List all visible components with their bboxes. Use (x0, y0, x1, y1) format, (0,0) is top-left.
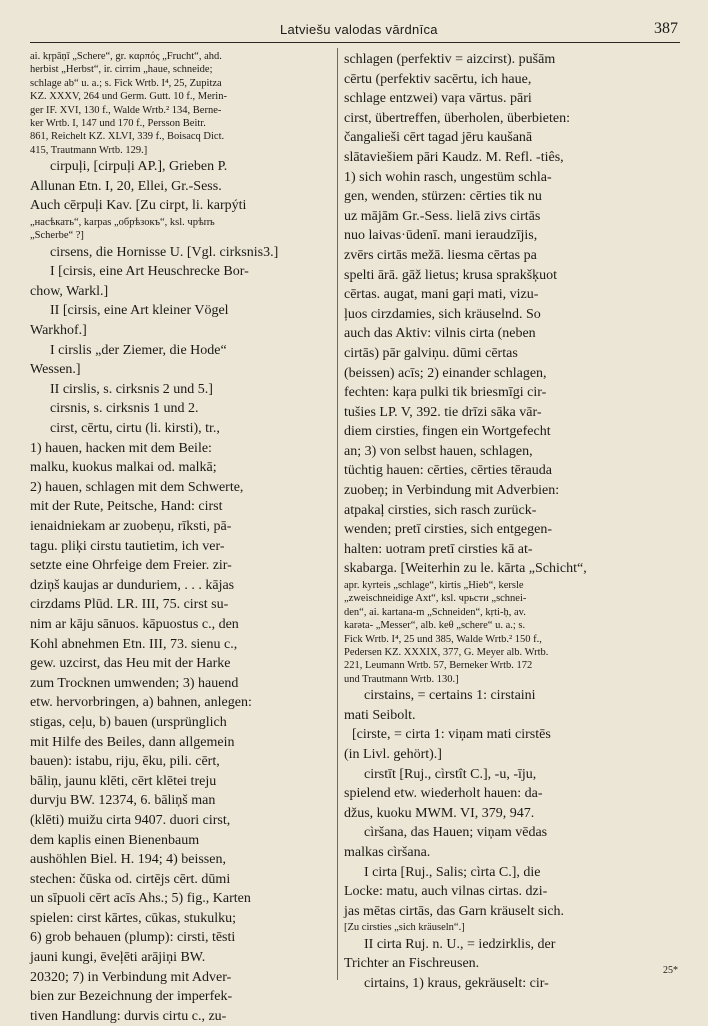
text-line: chow, Warkl.] (30, 283, 109, 299)
text-line: I cirslis „der Ziemer, die Hode“ (50, 342, 227, 358)
text-line: Pedersen KZ. XXXIX, 377, G. Meyer alb. Wrtb. (344, 646, 549, 658)
text-line: cirstains, = certains 1: cirstaini (364, 688, 536, 704)
text-line: tiven Handlung: durvis cirtu c., zu- (30, 1008, 227, 1024)
text-line: slātaviešiem pāri Kaudz. M. Refl. -tiês, (344, 149, 564, 165)
text-line: cirzdams Plūd. LR. III, 75. cirst su- (30, 597, 229, 613)
text-line: dziņš kaujas ar dunduriem, . . . kājas (30, 577, 235, 593)
text-line: cirst, cērtu, cirtu (li. kirsti), tr., (50, 421, 220, 437)
text-line: Allunan Etn. I, 20, Ellei, Gr.-Sess. (30, 178, 222, 194)
text-line: dem kaplis einen Bienenbaum (30, 832, 200, 848)
text-line: 861, Reichelt KZ. XLVI, 339 f., Boisacq Dict. (30, 131, 225, 143)
text-line: spelti ārā. gāž lietus; krusa sprakšķuot (344, 267, 558, 283)
text-line: cirsnis, s. cirksnis 1 und 2. (50, 401, 199, 417)
text-line: uz mājām Gr.-Sess. lielā zivs cirtās (344, 208, 541, 224)
text-line: 415, Trautmann Wrtb. 129.] (30, 144, 148, 156)
text-line: džus, kuoku MWM. VI, 379, 947. (344, 805, 535, 821)
text-line: an; 3) von selbst hauen, schlagen, (344, 443, 533, 459)
text-line: Wessen.] (30, 362, 81, 378)
text-line: spielen: cirst kārtes, cūkas, stukulku; (30, 910, 237, 926)
text-line: Warkhof.] (30, 323, 87, 339)
text-line: Fick Wrtb. I⁴, 25 und 385, Walde Wrtb.² 150 f., (344, 633, 542, 645)
text-line: herbist „Herbst“, ir. cirrim „haue, schneide; (30, 64, 213, 76)
text-line: cirsens, die Hornisse U. [Vgl. cirksnis3.] (50, 244, 279, 260)
text-line: 1) hauen, hacken mit dem Beile: (30, 440, 212, 456)
text-line: spielend etw. wiederholt hauen: da- (344, 786, 543, 802)
text-line: Auch cērpuļi Kav. [Zu cirpt, li. karpýti (30, 198, 247, 214)
text-line: malkas cìršana. (344, 844, 431, 860)
text-line: ger IF. XVI, 130 f., Walde Wrtb.² 134, Berne- (30, 104, 222, 116)
text-line: „насѣкать“, karpas „обрѣзокъ“, ksl. чрѣпъ (30, 216, 215, 228)
text-line: malku, kuokus malkai od. malkā; (30, 460, 217, 476)
text-line: (klēti) muižu cirta 9407. duori cirst, (30, 812, 231, 828)
text-line: Kohl abnehmen Etn. III, 73. sienu c., (30, 636, 238, 652)
page-number: 387 (654, 20, 678, 37)
text-line: zvērs cirtās mežā. liesma cērtas pa (344, 247, 537, 263)
text-line: II [cirsis, eine Art kleiner Vögel (50, 303, 229, 319)
text-line: 1) sich wohin rasch, ungestüm schla- (344, 169, 552, 185)
text-line: (beissen) acīs; 2) einander schlagen, (344, 365, 547, 381)
text-line: durvju BW. 12374, 6. bāliņš man (30, 793, 216, 809)
text-line: stigas, ceļu, b) bauen (ursprünglich (30, 714, 227, 730)
column-divider (337, 48, 338, 980)
text-line: diem cirsties, fingen ein Wortgefecht (344, 424, 551, 440)
text-line: mati Seibolt. (344, 707, 416, 723)
text-line: nuo laivas·ūdenī. mani ieraudzījis, (344, 228, 538, 244)
text-line: bien zur Bezeichnung der imperfek- (30, 989, 233, 1005)
text-line: apr. kyrteis „schlage“, kirtis „Hieb“, kersle (344, 580, 524, 592)
running-title: Latviešu valodas vārdnīca (280, 22, 438, 37)
text-line: cirtains, 1) kraus, gekräuselt: cir- (364, 975, 549, 991)
text-line: čangalieši cērt tagad jēru kaušanā (344, 130, 533, 146)
text-line: cērtu (perfektiv sacērtu, ich haue, (344, 71, 532, 87)
text-line: cìršana, das Hauen; viņam vēdas (364, 825, 548, 841)
text-line: bāliņ, jaunu klēti, cērt klētei treju (30, 773, 217, 789)
text-line: cirst, übertreffen, überholen, überbieten: (344, 110, 570, 126)
text-line: cirpuļi, [cirpuļi AP.], Grieben P. (50, 159, 228, 175)
text-line: un sīpuoli cērt acīs Ahs.; 5) fig., Karten (30, 891, 251, 907)
left-column (30, 50, 330, 1024)
text-line: (in Livl. gehört).] (344, 746, 442, 762)
text-line: ļuos cirzdamies, sich kräuselnd. So (344, 306, 541, 322)
text-line: jas mētas cirtās, das Garn kräuselt sich. (344, 903, 565, 919)
text-line: ai. kṛpāṇī „Schere“, gr. καρπός „Frucht“, ahd. (30, 51, 222, 62)
text-line: [cirste, = cirta 1: viņam mati cirstēs (352, 727, 551, 743)
text-line: setzte eine Ohrfeige dem Freier. zir- (30, 558, 232, 574)
text-line: wenden; pretī cirsties, sich entgegen- (344, 522, 552, 538)
text-line: nim ar kāju sānuos. kāpuostus c., den (30, 616, 239, 632)
text-line: cērtas. augat, mani gaŗi mati, vizu- (344, 287, 539, 303)
text-line: tagu. pliķi cirstu tautietim, ich ver- (30, 538, 225, 554)
text-line: bauen): istabu, riju, ēku, pili. cērt, (30, 754, 220, 770)
text-line: cirtās) pār galviņu. dūmi cērtas (344, 345, 518, 361)
text-line: II cirta Ruj. n. U., = iedzirklis, der (364, 936, 556, 952)
text-line: jauni kungi, ēveļēti arājiņi BW. (30, 950, 206, 966)
signature-mark: 25* (663, 965, 678, 976)
text-line: karəta- „Messer“, alb. keθ „schere“ u. a.; s. (344, 620, 526, 632)
text-line: zuobeņ; in Verbindung mit Adverbien: (344, 483, 560, 499)
right-column (344, 50, 680, 991)
text-line: Locke: matu, auch vilnas cirtas. dzi- (344, 884, 548, 900)
text-line: [Zu cirsties „sich kräuseln“.] (344, 922, 465, 934)
text-line: etw. hervorbringen, a) bahnen, anlegen: (30, 695, 252, 711)
text-line: skabarga. [Weiterhin zu le. kārta „Schicht“, (344, 561, 587, 577)
text-line: Trichter an Fischreusen. (344, 956, 480, 972)
text-line: gen, wenden, stürzen: cērties tik nu (344, 189, 542, 205)
text-line: halten: uotram pretī cirsties kā at- (344, 541, 533, 557)
text-line: KZ. XXXV, 264 und Germ. Gutt. 10 f., Merin- (30, 91, 227, 103)
text-line: 221, Leumann Wrtb. 57, Berneker Wrtb. 172 (344, 660, 533, 672)
text-line: stechen: čūska od. cirtējs cērt. dūmi (30, 871, 231, 887)
text-line: gew. uzcirst, das Heu mit der Harke (30, 656, 231, 672)
text-line: tüchtig hauen: cērties, cērties tērauda (344, 463, 552, 479)
text-line: II cirslis, s. cirksnis 2 und 5.] (50, 381, 213, 397)
text-line: 20320; 7) in Verbindung mit Adver- (30, 969, 232, 985)
text-line: zum Trocknen umwenden; 3) hauend (30, 675, 239, 691)
text-line: mit Hilfe des Beiles, dann allgemein (30, 734, 235, 750)
text-line: auch das Aktiv: vilnis cirta (neben (344, 326, 536, 342)
text-line: cirstīt [Ruj., cìrstît C.], -u, -īju, (364, 766, 537, 782)
text-line: schlage ab“ u. a.; s. Fick Wrtb. I⁴, 25, Zupitza (30, 77, 222, 89)
text-line: 2) hauen, schlagen mit dem Schwerte, (30, 479, 244, 495)
text-line: schlage entzwei) vaŗa vārtus. pāri (344, 91, 532, 107)
text-line: tušies LP. V, 392. tie drīzi sāka vār- (344, 404, 542, 420)
text-line: „Scherbe“ ?] (30, 230, 84, 242)
page-header (30, 18, 680, 43)
text-line: atpakaļ cirsties, sich rasch zurück- (344, 502, 537, 518)
text-line: „zweischneidige Axt“, ksl. чрьсти „schnei- (344, 593, 527, 605)
text-line: 6) grob behauen (plump): cirsti, tēsti (30, 930, 236, 946)
text-line: I cirta [Ruj., Salis; cìrta C.], die (364, 864, 541, 880)
text-line: schlagen (perfektiv = aizcirst). pušām (344, 52, 556, 67)
text-line: und Trautmann Wrtb. 130.] (344, 673, 459, 685)
text-line: I [cirsis, eine Art Heuschrecke Bor- (50, 264, 249, 280)
text-line: mit der Rute, Peitsche, Hand: cirst (30, 499, 223, 515)
text-line: den“, ai. kartana-m „Schneiden“, kṛti-ḥ, av. (344, 606, 526, 618)
text-line: ker Wrtb. I, 147 und 170 f., Persson Beitr. (30, 117, 206, 129)
text-line: fechten: kaŗa pulki tik briesmīgi cir- (344, 385, 547, 401)
text-line: aushöhlen Biel. H. 194; 4) beissen, (30, 852, 226, 868)
text-line: ienaidniekam ar zuobeņu, rīksti, pā- (30, 519, 232, 534)
